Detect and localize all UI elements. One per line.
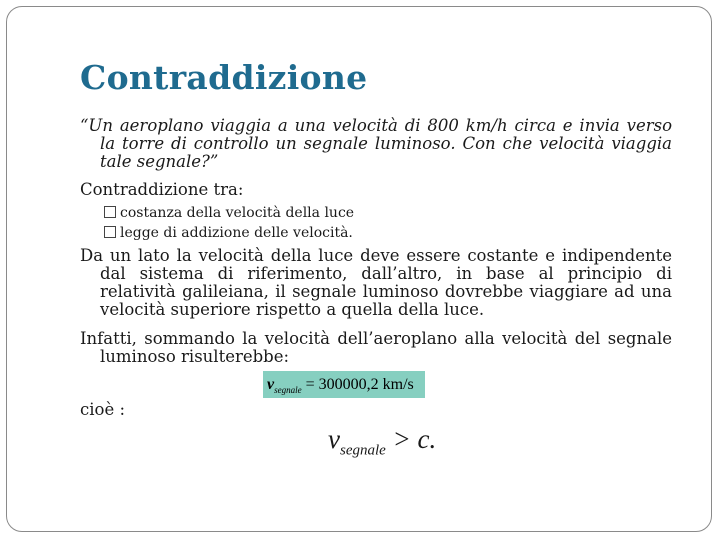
formula-subscript: segnale [274,385,302,396]
contradiction-intro: Contraddizione tra: [80,180,244,199]
inequality-variable: v [328,424,340,454]
cioe-label: cioè : [80,400,126,419]
formula-rhs: = 300000,2 km/s [305,376,414,393]
paragraph-light-speed: Da un lato la velocità della luce deve essere costante e indipendente dal sistema di riferimento, dall’altro, in base al principio di relatività galileiana, il segnale luminoso dovrebbe viaggiare ad una velocità superiore rispetto a quella della luce. [80,246,672,319]
inequality [328,424,436,459]
bullet-item [104,225,353,242]
velocity-formula [263,371,425,398]
bullet-text: costanza della velocità della luce [120,205,355,221]
problem-quote: “Un aeroplano viaggia a una velocità di 800 km/h circa e invia verso la torre di controllo un segnale luminoso. Con che velocità viaggia tale segnale?” [80,116,672,171]
inequality-subscript: segnale [339,442,386,459]
formula-variable: v [267,376,275,393]
checkbox-bullet-icon [104,206,116,218]
paragraph-velocity-sum: Infatti, sommando la velocità dell’aeroplano alla velocità del segnale luminoso risulterebbe: [80,329,672,366]
checkbox-bullet-icon [104,226,116,238]
inequality-rhs: > c. [385,424,437,454]
bullet-item [104,205,354,222]
slide-title: Contraddizione [80,58,368,97]
bullet-text: legge di addizione delle velocità. [120,225,353,241]
